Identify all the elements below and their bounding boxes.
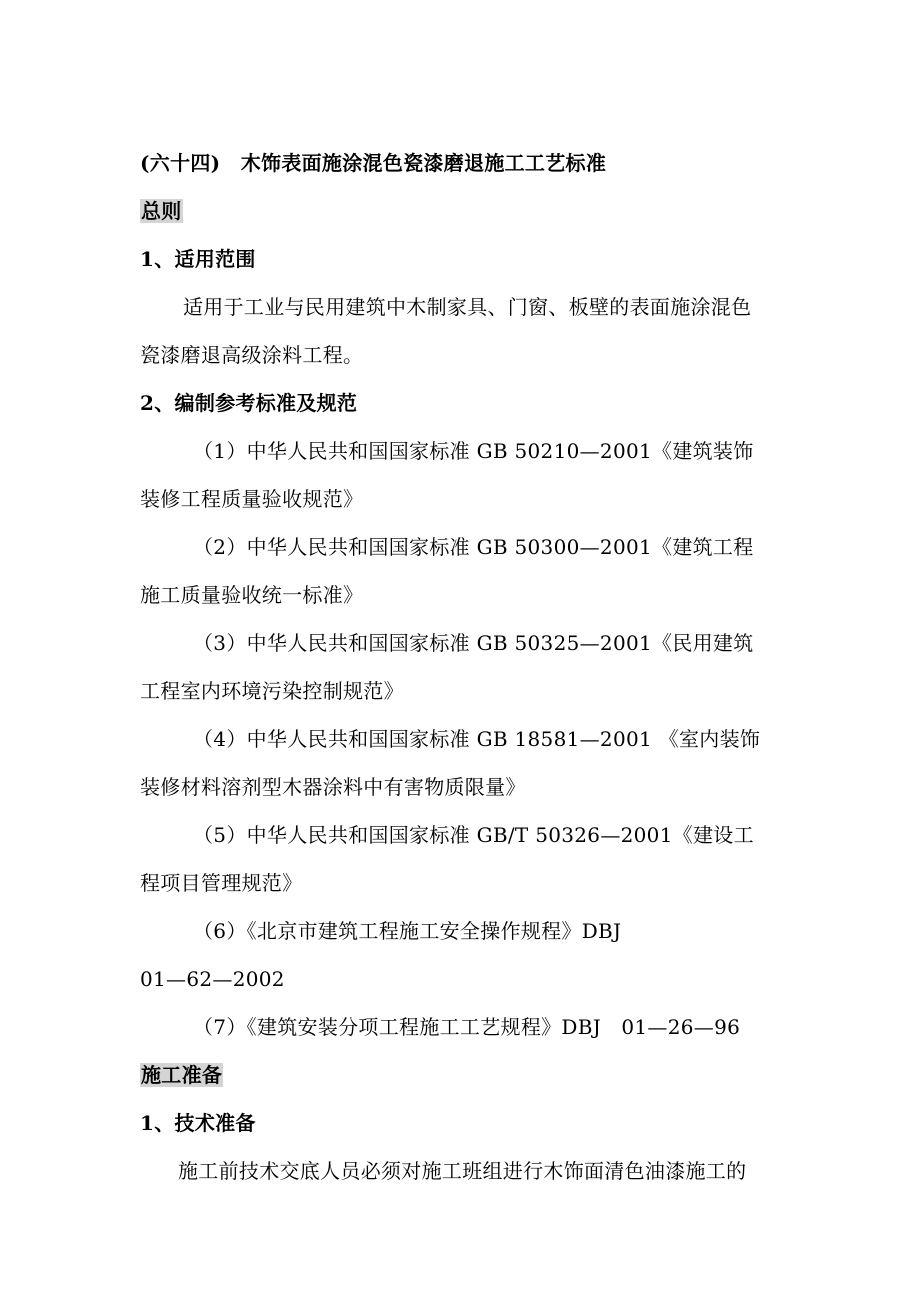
highlighted-heading: 施工准备 [141, 1063, 223, 1087]
reference-1-line2: 装修工程质量验收规范》 [140, 487, 364, 511]
reference-6-line1: （6）《北京市建筑工程施工安全操作规程》DBJ [193, 919, 622, 943]
reference-3-line2: 工程室内环境污染控制规范》 [140, 679, 404, 703]
reference-1-line1: （1）中华人民共和国国家标准 GB 50210—2001《建筑装饰 [193, 439, 754, 463]
document-title: (六十四) 木饰表面施涂混色瓷漆磨退施工工艺标准 [140, 151, 607, 175]
reference-5-line1: （5）中华人民共和国国家标准 GB/T 50326—2001《建设工 [193, 823, 754, 847]
subheading-technical-prep: 1、技术准备 [140, 1111, 256, 1135]
paragraph-scope-line2: 瓷漆磨退高级涂料工程。 [140, 343, 364, 367]
section-heading-general [140, 196, 183, 226]
reference-4-line2: 装修材料溶剂型木器涂料中有害物质限量》 [140, 775, 526, 799]
reference-2-line2: 施工质量验收统一标准》 [140, 583, 364, 607]
reference-5-line2: 程项目管理规范》 [140, 871, 303, 895]
paragraph-scope-line1: 适用于工业与民用建筑中木制家具、门窗、板壁的表面施涂混色 [183, 295, 752, 319]
reference-7: （7）《建筑安装分项工程施工工艺规程》DBJ 01—26—96 [193, 1015, 741, 1039]
reference-2-line1: （2）中华人民共和国国家标准 GB 50300—2001《建筑工程 [193, 535, 754, 559]
reference-3-line1: （3）中华人民共和国国家标准 GB 50325—2001《民用建筑 [193, 631, 754, 655]
subheading-scope: 1、适用范围 [140, 247, 256, 271]
reference-6-line2: 01—62—2002 [140, 967, 285, 991]
subheading-references: 2、编制参考标准及规范 [140, 391, 358, 415]
reference-4-line1: （4）中华人民共和国国家标准 GB 18581—2001 《室内装饰 [193, 727, 761, 751]
section-heading-preparation [140, 1060, 223, 1090]
highlighted-heading: 总则 [141, 199, 182, 223]
paragraph-technical-prep: 施工前技术交底人员必须对施工班组进行木饰面清色油漆施工的 [178, 1159, 747, 1183]
